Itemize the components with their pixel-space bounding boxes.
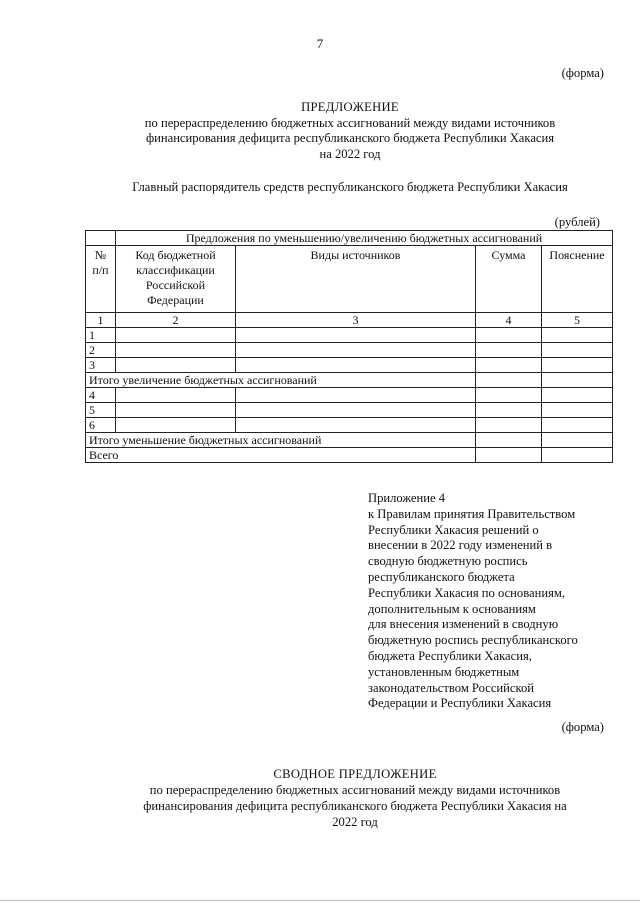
subtotal-decrease-row [86,433,613,448]
column-number-row [86,313,613,328]
table-cell [542,328,613,343]
summary-title-line: 2022 год [332,815,378,829]
appendix-note [368,491,618,712]
table-cell [236,388,476,403]
subtotal-decrease-label: Итого уменьшение бюджетных ассигнований [86,433,476,448]
appendix-line: республиканского бюджета [368,569,515,584]
table-cell [476,328,542,343]
table-cell [236,343,476,358]
table-cell [116,328,236,343]
table-cell [542,448,613,463]
table-row [86,403,613,418]
table-cell [542,418,613,433]
appendix-line: к Правилам принятия Правительством [368,506,576,521]
proposal-title [80,100,620,162]
table-cell [476,433,542,448]
page-edge-rule [0,900,640,901]
row-number: 5 [86,403,116,418]
column-number: 2 [116,313,236,328]
row-number: 6 [86,418,116,433]
header-note: Пояснение [542,246,613,313]
header-kinds: Виды источников [236,246,476,313]
table-cell [236,418,476,433]
table-row [86,388,613,403]
summary-proposal-title [95,766,615,830]
proposal-heading: ПРЕДЛОЖЕНИЕ [301,100,399,114]
table-cell [116,343,236,358]
table-cell [476,403,542,418]
header-code: Код бюджетной классификации Российской Федерации [116,246,236,313]
table-cell [542,433,613,448]
appendix-line: для внесения изменений в сводную [368,617,559,632]
appendix-line: установленным бюджетным [368,664,520,679]
table-cell [86,231,116,246]
column-number: 3 [236,313,476,328]
appendix-line: дополнительным к основаниям [368,601,536,616]
table-row [86,231,613,246]
proposal-title-line: на 2022 год [319,146,381,161]
summary-proposal-heading: СВОДНОЕ ПРЕДЛОЖЕНИЕ [273,767,437,781]
appendix-line: бюджетную роспись республиканского [368,633,578,648]
appendix-line: внесении в 2022 году изменений в [368,538,553,553]
table-header-row [86,246,613,313]
subtotal-increase-row [86,373,613,388]
table-row [86,358,613,373]
appendix-line: Республики Хакасия решений о [368,522,539,537]
total-label: Всего [86,448,476,463]
proposal-table [85,230,613,463]
table-cell [476,358,542,373]
page-number: 7 [316,36,324,51]
row-number: 1 [86,328,116,343]
row-number: 2 [86,343,116,358]
table-cell [236,403,476,418]
table-row [86,418,613,433]
summary-title-line: по перераспределению бюджетных ассигнований между видами источников [149,783,561,797]
proposal-title-line: по перераспределению бюджетных ассигнований между видами источников [144,115,556,130]
table-cell [116,403,236,418]
column-number: 4 [476,313,542,328]
table-row [86,343,613,358]
unit-label: (рублей) [554,215,600,229]
appendix-line: бюджета Республики Хакасия, [368,648,532,663]
appendix-line: Республики Хакасия по основаниям, [368,585,565,600]
form-label-2: (форма) [561,720,604,734]
table-cell [542,373,613,388]
table-cell [116,388,236,403]
appendix-line: Федерации и Республики Хакасия [368,696,552,711]
table-cell [476,388,542,403]
subtotal-increase-label: Итого увеличение бюджетных ассигнований [86,373,476,388]
form-label-top: (форма) [561,66,604,80]
summary-title-line: финансирования дефицита республиканского бюджета Республики Хакасия на [143,799,567,813]
table-cell [542,343,613,358]
administrator-line: Главный распорядитель средств республиканского бюджета Республики Хакасия [132,180,568,194]
table-row [86,328,613,343]
table-cell [476,448,542,463]
appendix-line: законодательством Российской [368,680,534,695]
row-number: 4 [86,388,116,403]
table-cell [476,418,542,433]
row-number: 3 [86,358,116,373]
table-cell [542,403,613,418]
table-cell [476,343,542,358]
table-cell [476,373,542,388]
column-number: 5 [542,313,613,328]
header-sum: Сумма [476,246,542,313]
proposal-title-line: финансирования дефицита республиканского бюджета Республики Хакасия [145,131,555,146]
table-cell [542,358,613,373]
table-cell [116,418,236,433]
table-cell [236,358,476,373]
table-cell [542,388,613,403]
span-header: Предложения по уменьшению/увеличению бюджетных ассигнований [116,231,613,246]
appendix-line: сводную бюджетную роспись [368,554,528,569]
column-number: 1 [86,313,116,328]
total-row [86,448,613,463]
appendix-line: Приложение 4 [368,491,446,505]
header-num: № п/п [86,246,116,313]
table-cell [236,328,476,343]
table-cell [116,358,236,373]
